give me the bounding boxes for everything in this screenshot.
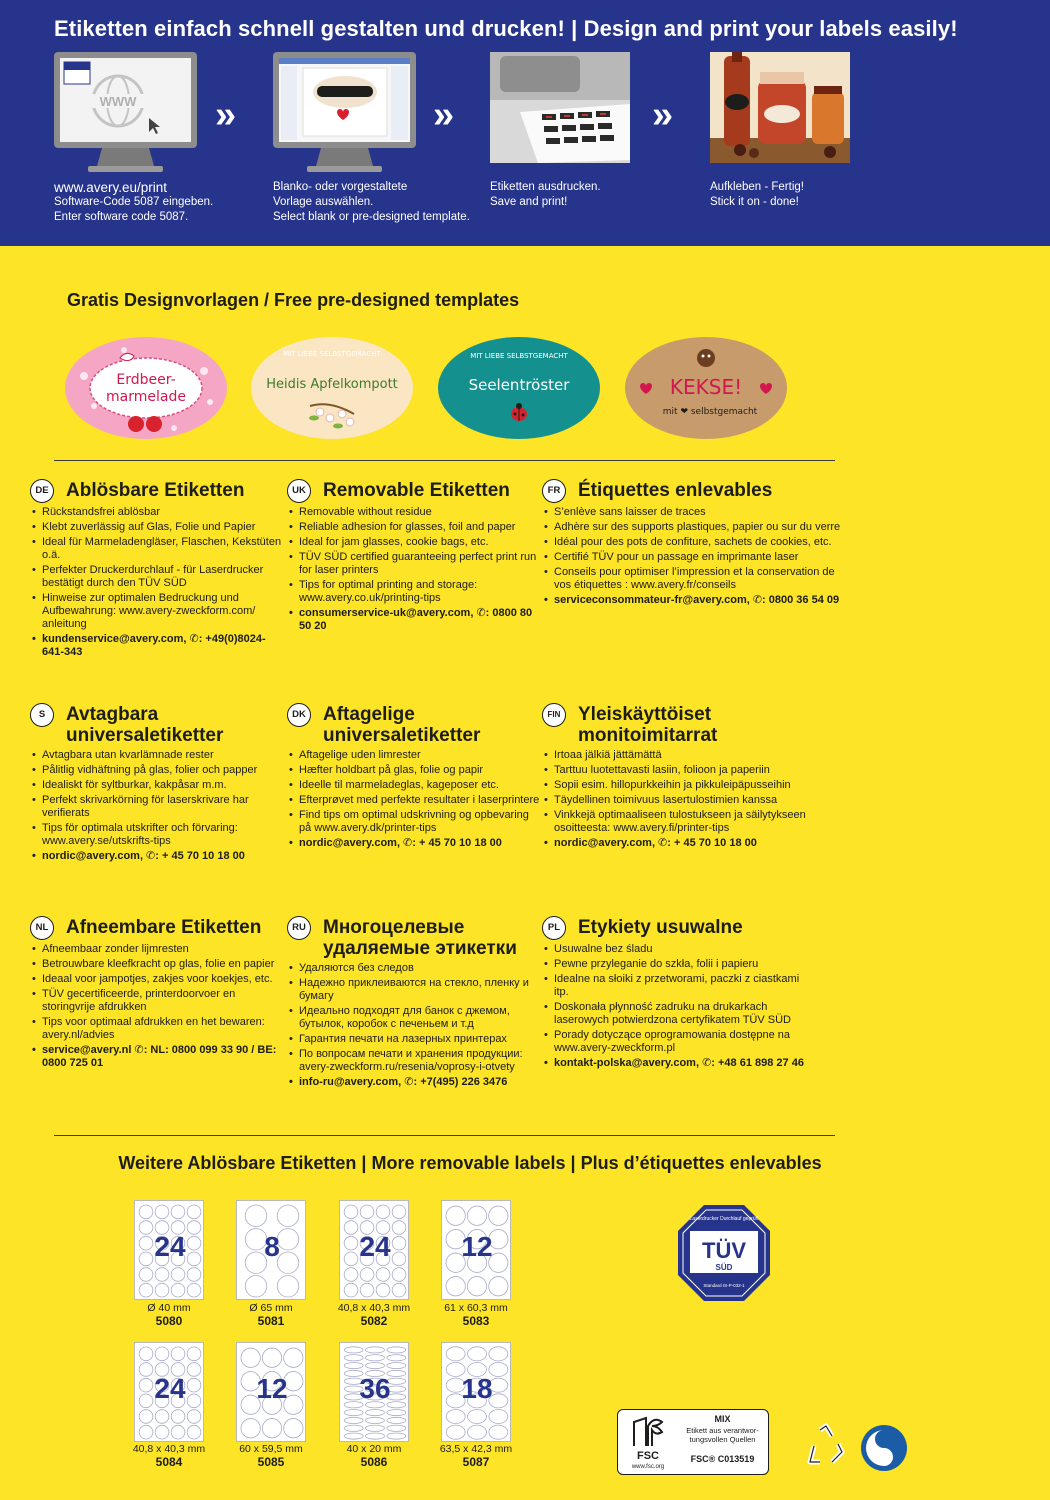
label-outline <box>344 1355 363 1361</box>
label-outline <box>468 1425 487 1439</box>
label-outline <box>171 1425 185 1439</box>
label-outline <box>360 1283 374 1297</box>
label-outline <box>344 1268 358 1282</box>
fsc-url: www.fsc.org <box>631 1464 665 1470</box>
label-outline <box>468 1409 487 1423</box>
list-item: • Perfekter Druckerdurchlauf - für Laserdrucker bestätigt durch den TÜV SÜD <box>30 564 285 590</box>
product-code: 5085 <box>257 1455 285 1469</box>
list-item: • Idealne na słoiki z przetworami, paczki z ciastkami itp. <box>542 973 812 999</box>
product-count: 8 <box>264 1231 280 1262</box>
list-item: • Tips voor optimaal afdrukken en het bewaren: avery.nl/advies <box>30 1016 285 1042</box>
step-2-caption <box>273 180 470 225</box>
fsc-tree-icon <box>630 1416 666 1450</box>
label-outline <box>489 1425 508 1439</box>
product-dim: 61 x 60,3 mm <box>444 1302 508 1314</box>
step-1-line3: Enter software code 5087. <box>54 211 189 223</box>
tuv-sued-seal <box>676 1203 772 1303</box>
list-item: • Certifié TÜV pour un passage en imprimante laser <box>542 551 842 564</box>
label-outline <box>446 1347 465 1361</box>
list-item: • Avtagbara utan kvarlämnade rester <box>30 749 285 762</box>
divider-top <box>54 460 835 461</box>
step-2-line2: Vorlage auswählen. <box>273 196 374 208</box>
lang-title-ru: Многоцелевые удаляемые этикетки <box>323 917 517 959</box>
product-code: 5084 <box>155 1455 183 1469</box>
list-item: • Ideaal voor jampotjes, zakjes voor koekjes, etc. <box>30 973 285 986</box>
label-outline <box>366 1409 385 1415</box>
list-item: • По вопросам печати и хранения продукции: avery-zweckform.ru/resenia/voprosy-i-otvety <box>287 1048 542 1074</box>
monitor-editor-illustration <box>273 52 416 175</box>
label-outline <box>241 1348 260 1367</box>
list-item: • Afneembaar zonder lijmresten <box>30 943 285 956</box>
badge-nl: NL <box>30 916 54 940</box>
list-item: • Irtoaa jälkiä jättämättä <box>542 749 842 762</box>
fsc-code: FSC® C013519 <box>690 1454 755 1464</box>
product-code: 5080 <box>155 1314 183 1328</box>
product-sheet-5087[interactable] <box>441 1342 511 1442</box>
templates-title: Gratis Designvorlagen / Free pre-designed templates <box>67 290 520 310</box>
product-code: 5087 <box>462 1455 490 1469</box>
list-item: • TÜV SÜD certified guaranteeing perfect print run for laser printers <box>287 551 542 577</box>
label-outline <box>155 1283 169 1297</box>
template-3-line1: Seelentröster <box>468 376 570 394</box>
list-item: • Ideal for jam glasses, cookie bags, etc. <box>287 536 542 549</box>
label-outline <box>139 1410 153 1424</box>
label-outline <box>187 1268 201 1282</box>
recycle-icon <box>802 1422 850 1470</box>
label-outline <box>171 1347 185 1361</box>
product-count: 24 <box>359 1231 391 1262</box>
label-outline <box>344 1433 363 1439</box>
label-outline <box>489 1206 508 1225</box>
lang-title-nl: Afneembare Etiketten <box>66 917 262 938</box>
list-item: • Reliable adhesion for glasses, foil and paper <box>287 521 542 534</box>
label-outline <box>376 1268 390 1282</box>
product-sheet-5083[interactable] <box>441 1200 511 1300</box>
label-outline <box>446 1206 465 1225</box>
label-outline <box>446 1425 465 1439</box>
lang-title-fin: Yleiskäyttöiset monitoimitarrat <box>578 704 718 746</box>
lang-block-fin <box>542 703 842 852</box>
label-outline <box>387 1425 406 1431</box>
list-item: • Vinkkejä optimaaliseen tulostukseen ja säilytykseen osoitteesta: www.avery.fi/printer-tips <box>542 809 842 835</box>
template-4-line1: KEKSE! <box>669 375 743 399</box>
label-outline <box>241 1419 260 1438</box>
label-outline <box>387 1433 406 1439</box>
list-item: • Conseils pour optimiser l’impression et la conservation de vos étiquettes : www.avery.fr/conseils <box>542 566 842 592</box>
label-outline <box>277 1205 299 1227</box>
contact-pl[interactable]: • kontakt-polska@avery.com, ✆: +48 61 898 27 46 <box>542 1057 812 1070</box>
label-outline <box>387 1409 406 1415</box>
template-1-line2: marmelade <box>106 389 186 405</box>
product-sheet-5086[interactable] <box>339 1342 409 1442</box>
label-outline <box>344 1283 358 1297</box>
lang-title-fr: Étiquettes enlevables <box>578 480 773 501</box>
label-outline <box>284 1348 303 1367</box>
fsc-mix: MIX <box>714 1414 731 1424</box>
product-sheet-5081[interactable] <box>236 1200 306 1300</box>
product-dim: 40,8 x 40,3 mm <box>337 1302 411 1314</box>
step-3-caption <box>490 180 601 210</box>
contact-nl[interactable]: • service@avery.nl ✆: NL: 0800 099 33 90 / BE: 0800 725 01 <box>30 1044 285 1070</box>
label-outline <box>489 1277 508 1296</box>
product-dim: Ø 40 mm <box>147 1302 191 1314</box>
step-4-line1: Aufkleben - Fertig! <box>710 181 804 193</box>
list-item: • Hinweise zur optimalen Bedruckung und Aufbewahrung: www.avery-zweckform.com/ anleitung <box>30 592 285 631</box>
label-outline <box>139 1268 153 1282</box>
label-outline <box>392 1283 406 1297</box>
label-outline <box>344 1362 363 1368</box>
lang-block-ru <box>287 916 542 1091</box>
monitor-text: WWW <box>99 94 137 109</box>
label-outline <box>344 1347 363 1353</box>
contact-ru[interactable]: • info-ru@avery.com, ✆: +7(495) 226 3476 <box>287 1076 542 1089</box>
label-outline <box>366 1433 385 1439</box>
template-1-line1: Erdbeer- <box>116 372 176 388</box>
list-item: • Klebt zuverlässig auf Glas, Folie und Papier <box>30 521 285 534</box>
header-band <box>0 0 1050 246</box>
lang-title-pl: Etykiety usuwalne <box>578 917 743 938</box>
list-item: • Ideelle til marmeladeglas, kageposer etc. <box>287 779 542 792</box>
list-item: • Надежно приклеиваются на стекло, пленку и бумагу <box>287 977 542 1003</box>
product-dim: Ø 65 mm <box>249 1302 293 1314</box>
label-outline <box>344 1417 363 1423</box>
contact-dk[interactable]: • nordic@avery.com, ✆: + 45 70 10 18 00 <box>287 837 542 850</box>
label-outline <box>387 1347 406 1353</box>
label-outline <box>139 1347 153 1361</box>
list-item: • Täydellinen toimivuus lasertulostimien kanssa <box>542 794 842 807</box>
label-outline <box>387 1355 406 1361</box>
monitor-www-illustration <box>54 52 197 175</box>
label-outline <box>262 1348 281 1367</box>
contact-de[interactable]: • kundenservice@avery.com, ✆: +49(0)8024-641-343 <box>30 633 285 659</box>
label-outline <box>262 1419 281 1438</box>
badge-dk: DK <box>287 703 311 727</box>
label-outline <box>187 1410 201 1424</box>
label-outline <box>139 1205 153 1219</box>
list-item: • Usuwalne bez śladu <box>542 943 812 956</box>
template-erdbeermarmelade[interactable] <box>64 336 228 440</box>
header-title: Etiketten einfach schnell gestalten und drucken! | Design and print your labels easily! <box>54 16 958 41</box>
list-item: • S’enlève sans laisser de traces <box>542 506 842 519</box>
contact-s[interactable]: • nordic@avery.com, ✆: + 45 70 10 18 00 <box>30 850 285 863</box>
lang-block-fr <box>542 479 842 609</box>
product-code: 5086 <box>360 1455 388 1469</box>
list-item: • Idéal pour des pots de confiture, sachets de cookies, etc. <box>542 536 842 549</box>
label-outline <box>376 1205 390 1219</box>
list-item: • Hæfter holdbart på glas, folie og papir <box>287 764 542 777</box>
tuv-top-text: Laserdrucker Durchlauf geprüft <box>689 1216 759 1222</box>
product-code: 5083 <box>462 1314 490 1328</box>
list-item: • Idealiskt för syltburkar, kakpåsar m.m. <box>30 779 285 792</box>
list-item: • Tips för optimala utskrifter och förvaring: www.avery.se/utskrifts-tips <box>30 822 285 848</box>
label-outline <box>392 1205 406 1219</box>
label-outline <box>366 1417 385 1423</box>
label-outline <box>376 1283 390 1297</box>
badge-fr: FR <box>542 479 566 503</box>
label-outline <box>155 1410 169 1424</box>
list-item: • Perfekt skrivarkörning för laserskrivare har verifierats <box>30 794 285 820</box>
fsc-text: Etikett aus verantwor-tungsvollen Quellen <box>686 1426 759 1444</box>
list-item: • Tarttuu luotettavasti lasiin, folioon ja paperiin <box>542 764 842 777</box>
product-count: 36 <box>359 1373 391 1404</box>
label-outline <box>366 1347 385 1353</box>
list-item: • Удаляются без следов <box>287 962 542 975</box>
label-outline <box>245 1205 267 1227</box>
label-outline <box>187 1283 201 1297</box>
label-outline <box>171 1205 185 1219</box>
green-dot-icon <box>860 1424 908 1472</box>
divider-bottom <box>54 1135 835 1136</box>
label-outline <box>277 1276 299 1298</box>
list-item: • Pålitlig vidhäftning på glas, folier och papper <box>30 764 285 777</box>
product-count: 18 <box>461 1373 493 1404</box>
list-item: • Doskonała płynność zadruku na drukarkach laserowych potwierdzona certyfikatem TÜV SÜD <box>542 1001 812 1027</box>
label-outline <box>155 1347 169 1361</box>
badge-fin: FIN <box>542 703 566 727</box>
list-item: • Tips for optimal printing and storage: www.avery.co.uk/printing-tips <box>287 579 542 605</box>
label-outline <box>187 1205 201 1219</box>
step-1-caption <box>54 180 213 225</box>
product-count: 24 <box>154 1373 186 1404</box>
label-outline <box>446 1277 465 1296</box>
product-sheet-5080[interactable] <box>134 1200 204 1300</box>
label-outline <box>187 1347 201 1361</box>
list-item: • Rückstandsfrei ablösbar <box>30 506 285 519</box>
label-outline <box>171 1410 185 1424</box>
list-item: • Efterprøvet med perfekte resultater i laserprintere <box>287 794 542 807</box>
product-dim: 63,5 x 42,3 mm <box>439 1443 513 1455</box>
lang-block-dk <box>287 703 542 852</box>
printer-photo <box>490 52 630 163</box>
product-dim: 60 x 59,5 mm <box>239 1443 303 1455</box>
lang-title-uk: Removable Etiketten <box>323 480 510 501</box>
template-kekse[interactable] <box>624 336 788 440</box>
label-outline <box>344 1409 363 1415</box>
product-dim: 40,8 x 40,3 mm <box>132 1443 206 1455</box>
label-outline <box>245 1276 267 1298</box>
list-item: • Aftagelige uden limrester <box>287 749 542 762</box>
step-2-line3: Select blank or pre-designed template. <box>273 211 470 223</box>
label-outline <box>366 1425 385 1431</box>
product-sheet-5082[interactable] <box>339 1200 409 1300</box>
tuv-std-text: Standard IS-P-032-1 <box>703 1283 745 1288</box>
template-4-subtitle: mit ❤ selbstgemacht <box>662 407 758 417</box>
step-4-line2: Stick it on - done! <box>710 196 799 208</box>
label-outline <box>468 1347 487 1361</box>
list-item: • Betrouwbare kleefkracht op glas, folie en papier <box>30 958 285 971</box>
product-count: 12 <box>461 1231 493 1262</box>
step-3-line1: Etiketten ausdrucken. <box>490 181 601 193</box>
badge-ru: RU <box>287 916 311 940</box>
label-outline <box>187 1425 201 1439</box>
badge-s: S <box>30 703 54 727</box>
step-1-line2: Software-Code 5087 eingeben. <box>54 196 214 208</box>
badge-pl: PL <box>542 916 566 940</box>
list-item: • Ideal für Marmeladengläser, Flaschen, Kekstüten o.ä. <box>30 536 285 562</box>
fsc-word: FSC <box>637 1450 659 1462</box>
list-item: • Adhère sur des supports plastiques, papier ou sur du verre <box>542 521 842 534</box>
list-item: • TÜV gecertificeerde, printerdoorvoer en storingvrije afdrukken <box>30 988 285 1014</box>
product-count: 12 <box>256 1373 288 1404</box>
list-item: • Find tips om optimal udskrivning og opbevaring på www.avery.dk/printer-tips <box>287 809 542 835</box>
product-count: 24 <box>154 1231 186 1262</box>
label-outline <box>344 1425 363 1431</box>
label-outline <box>171 1283 185 1297</box>
lang-block-nl <box>30 916 285 1072</box>
jars-photo <box>710 52 850 163</box>
template-2-line1: Heidis Apfelkompott <box>266 377 398 392</box>
product-code: 5081 <box>257 1314 285 1328</box>
badge-de: DE <box>30 479 54 503</box>
label-outline <box>171 1268 185 1282</box>
fsc-mix-label <box>617 1409 769 1475</box>
template-seelentroester[interactable] <box>437 336 601 440</box>
label-outline <box>446 1409 465 1423</box>
list-item: • Sopii esim. hillopurkkeihin ja pikkuleipäpusseihin <box>542 779 842 792</box>
more-labels-title: Weitere Ablösbare Etiketten | More removable labels | Plus d’étiquettes enlevables <box>118 1153 822 1173</box>
product-sheet-5084[interactable] <box>134 1342 204 1442</box>
label-outline <box>360 1205 374 1219</box>
step-4-caption <box>710 180 804 210</box>
label-outline <box>155 1268 169 1282</box>
step-3-line2: Save and print! <box>490 196 568 208</box>
product-code: 5082 <box>360 1314 388 1328</box>
lang-title-dk: Aftagelige universaletiketter <box>323 704 481 746</box>
label-outline <box>489 1347 508 1361</box>
contact-uk[interactable]: • consumerservice-uk@avery.com, ✆: 0800 80 50 20 <box>287 607 542 633</box>
label-outline <box>366 1355 385 1361</box>
lang-block-de <box>30 479 285 661</box>
step-1-url[interactable]: www.avery.eu/print <box>54 180 168 195</box>
list-item: • Идеально подходят для банок с джемом, бутылок, коробок с печеньем и т.д <box>287 1005 542 1031</box>
label-outline <box>467 1206 486 1225</box>
lang-title-s: Avtagbara universaletiketter <box>66 704 224 746</box>
list-item: • Гарантия печати на лазерных принтерах <box>287 1033 542 1046</box>
label-outline <box>467 1277 486 1296</box>
step-2-line1: Blanko- oder vorgestaltete <box>273 181 408 193</box>
list-item: • Pewne przyleganie do szkła, folii i papieru <box>542 958 812 971</box>
label-outline <box>387 1417 406 1423</box>
chevron-right-icon: » <box>433 94 449 136</box>
label-outline <box>284 1419 303 1438</box>
label-outline <box>360 1268 374 1282</box>
lang-title-de: Ablösbare Etiketten <box>66 480 245 501</box>
contact-fr[interactable]: • serviceconsommateur-fr@avery.com, ✆: 0800 36 54 09 <box>542 594 842 607</box>
template-heidis-apfelkompott[interactable] <box>250 336 414 440</box>
product-dim: 40 x 20 mm <box>346 1443 402 1455</box>
label-outline <box>155 1205 169 1219</box>
lang-block-pl <box>542 916 812 1072</box>
lang-block-s <box>30 703 285 865</box>
contact-fin[interactable]: • nordic@avery.com, ✆: + 45 70 10 18 00 <box>542 837 842 850</box>
list-item: • Removable without residue <box>287 506 542 519</box>
template-2-subtitle: MIT LIEBE SELBSTGEMACHT <box>283 350 381 358</box>
chevron-right-icon: » <box>652 94 668 136</box>
label-outline <box>366 1362 385 1368</box>
chevron-right-icon: » <box>215 94 231 136</box>
tuv-main-text: TÜV <box>702 1238 746 1263</box>
badge-uk: UK <box>287 479 311 503</box>
label-outline <box>155 1425 169 1439</box>
label-outline <box>489 1409 508 1423</box>
label-outline <box>139 1425 153 1439</box>
label-outline <box>139 1283 153 1297</box>
template-3-subtitle: MIT LIEBE SELBSTGEMACHT <box>470 352 568 360</box>
label-outline <box>387 1362 406 1368</box>
label-outline <box>392 1268 406 1282</box>
lang-block-uk <box>287 479 542 635</box>
tuv-sub-text: SÜD <box>715 1263 733 1272</box>
label-outline <box>344 1205 358 1219</box>
list-item: • Porady dotyczące oprogramowania dostępne na www.avery-zweckform.pl <box>542 1029 812 1055</box>
product-sheet-5085[interactable] <box>236 1342 306 1442</box>
